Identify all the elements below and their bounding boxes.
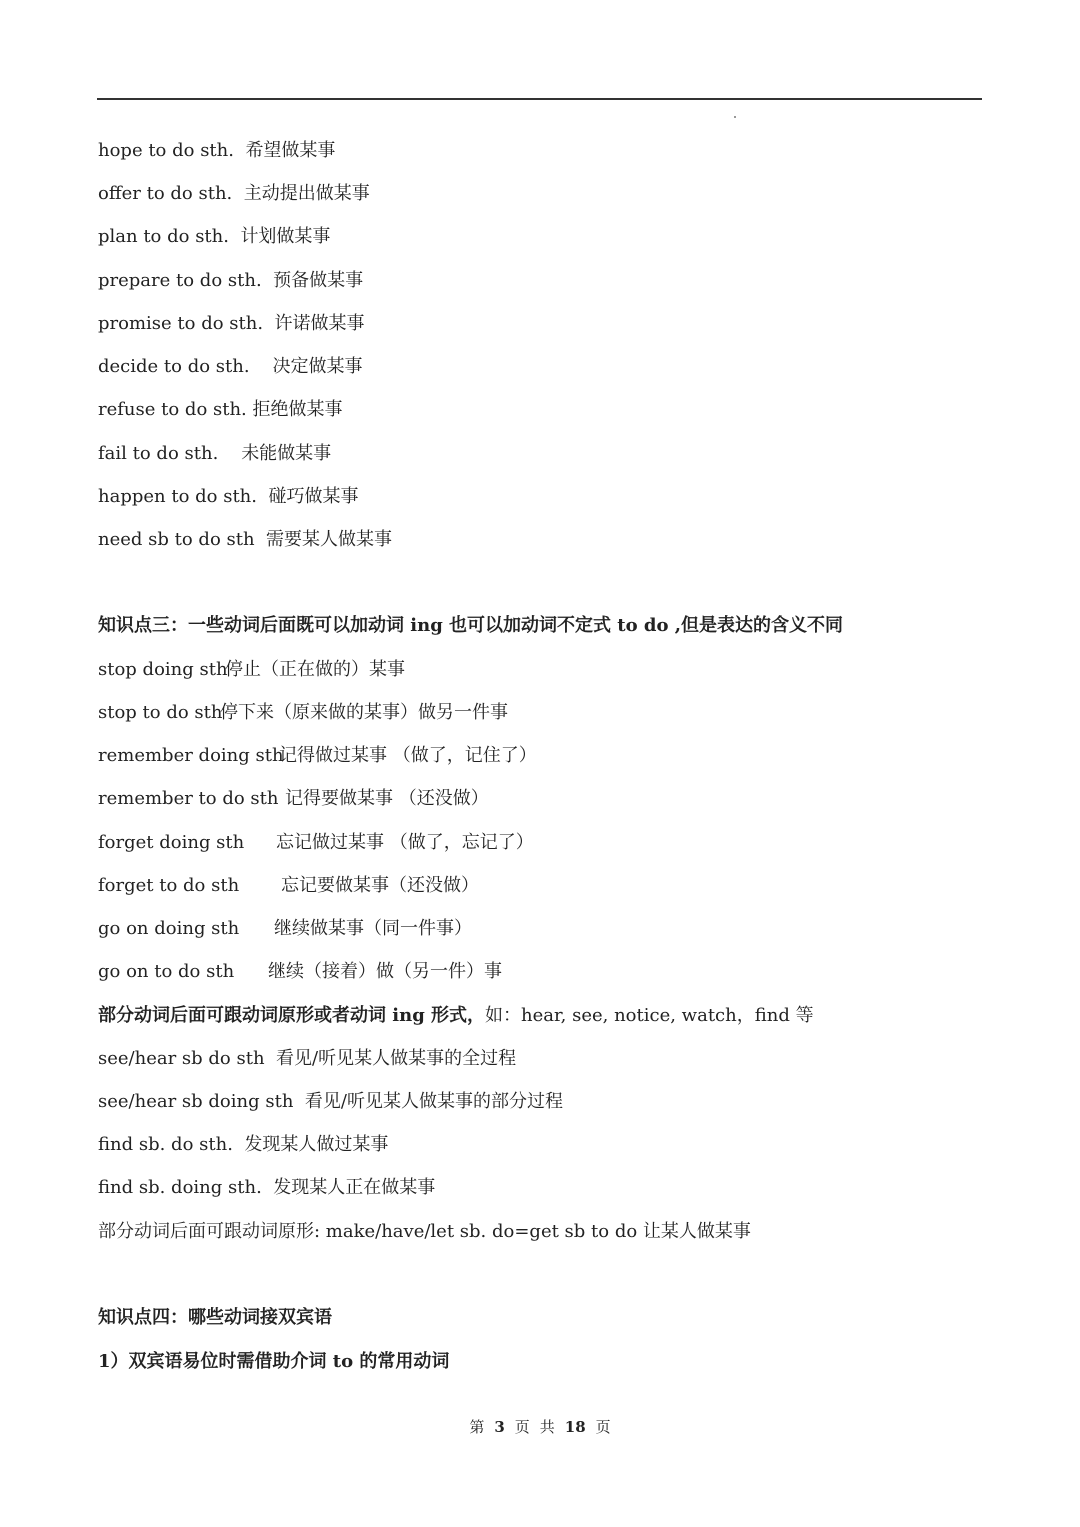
list-item: go on doing sth 继续做某事（同一件事） — [98, 918, 472, 939]
section-heading: 知识点四：哪些动词接双宾语 — [98, 1307, 332, 1328]
list-item: plan to do sth. 计划做某事 — [98, 226, 331, 247]
list-item: refuse to do sth. 拒绝做某事 — [98, 399, 343, 420]
note-line: 部分动词后面可跟动词原形或者动词 ing 形式，如：hear, see, notice, watch，find 等 — [98, 1005, 814, 1026]
list-item: need sb to do sth 需要某人做某事 — [98, 529, 393, 550]
total-pages: 18 — [564, 1418, 586, 1436]
list-item: decide to do sth. 决定做某事 — [98, 356, 363, 377]
list-item: stop doing sth停止（正在做的）某事 — [98, 659, 405, 680]
list-item: see/hear sb do sth 看见/听见某人做某事的全过程 — [98, 1048, 517, 1069]
section-heading: 知识点三：一些动词后面既可以加动词 ing 也可以加动词不定式 to do ,但是表达的含义不同 — [98, 615, 844, 636]
list-item: see/hear sb doing sth 看见/听见某人做某事的部分过程 — [98, 1091, 563, 1112]
list-item: forget doing sth 忘记做过某事 （做了，忘记了） — [98, 832, 534, 853]
list-item: forget to do sth 忘记要做某事（还没做） — [98, 875, 479, 896]
list-item: go on to do sth 继续（接着）做（另一件）事 — [98, 961, 502, 982]
list-item: fail to do sth. 未能做某事 — [98, 443, 332, 464]
scan-speck — [734, 116, 736, 118]
list-item: find sb. do sth. 发现某人做过某事 — [98, 1134, 389, 1155]
subsection-heading: 1）双宾语易位时需借助介词 to 的常用动词 — [98, 1351, 450, 1372]
page-number: 3 — [494, 1418, 505, 1436]
list-item: prepare to do sth. 预备做某事 — [98, 270, 364, 291]
list-item: hope to do sth. 希望做某事 — [98, 140, 336, 161]
list-item: promise to do sth. 许诺做某事 — [98, 313, 365, 334]
note-line: 部分动词后面可跟动词原形: make/have/let sb. do=get sb to do 让某人做某事 — [98, 1221, 751, 1242]
list-item: remember to do sth 记得要做某事 （还没做） — [98, 788, 489, 809]
header-rule — [97, 98, 982, 100]
list-item: stop to do sth停下来（原来做的某事）做另一件事 — [98, 702, 508, 723]
list-item: offer to do sth. 主动提出做某事 — [98, 183, 370, 204]
list-item: happen to do sth. 碰巧做某事 — [98, 486, 359, 507]
list-item: remember doing sth记得做过某事 （做了，记住了） — [98, 745, 537, 766]
list-item: find sb. doing sth. 发现某人正在做某事 — [98, 1177, 436, 1198]
page-footer: 第 3 页 共 18 页 — [469, 1418, 611, 1436]
